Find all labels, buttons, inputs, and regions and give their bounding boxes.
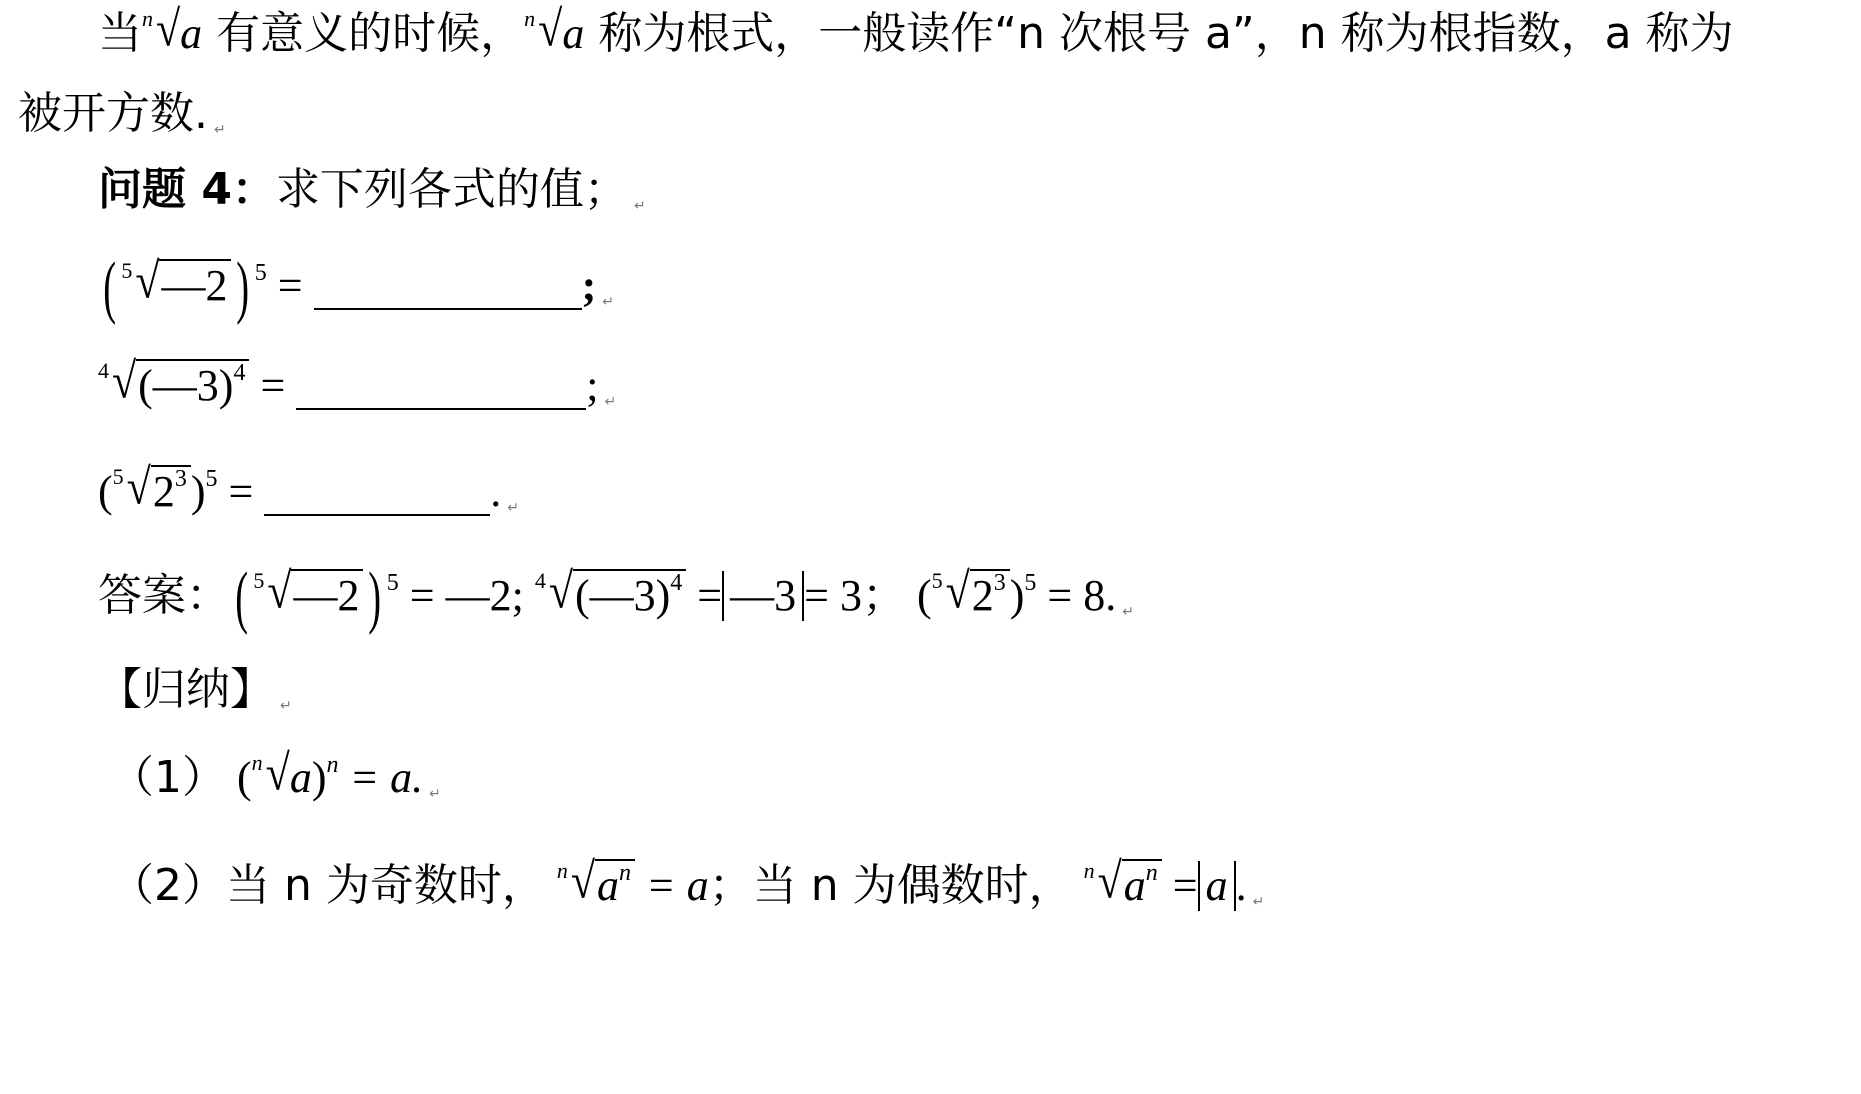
question-text: 求下列各式的值； xyxy=(275,164,628,215)
exercise-3: ( 5 $√2^3)^5$ = . ↵ xyxy=(98,462,519,538)
radicand: (—3) xyxy=(574,571,671,620)
item-1-rhs: = a. xyxy=(349,753,424,802)
root-index: 5 xyxy=(253,568,265,593)
equals-sign: = xyxy=(1172,861,1198,910)
paragraph-mark-icon: ↵ xyxy=(1252,894,1265,910)
summary-heading-text: 【归纳】 xyxy=(98,664,274,715)
equals-sign: = xyxy=(697,571,723,620)
summary-item-1: （1） ( n √a)$^n$ = a. ↵ xyxy=(110,748,441,824)
summary-heading xyxy=(98,660,292,736)
answer-2-result: = 3； xyxy=(804,571,906,620)
exercise-2 xyxy=(98,352,617,432)
fifth-root: 5 $√2^3$ xyxy=(113,462,191,522)
root-index: 4 xyxy=(534,568,546,593)
radicand: 2 xyxy=(971,571,994,620)
answer-3-result: = 8. xyxy=(1047,571,1117,620)
radicand: —2 xyxy=(291,569,363,621)
root-index: 5 xyxy=(121,258,133,283)
fourth-root: 4 √(—3)$^4$ xyxy=(535,566,686,626)
radicand-exponent: n xyxy=(1145,860,1158,886)
paragraph-mark-icon: ↵ xyxy=(214,122,226,138)
root-index: n xyxy=(142,6,153,31)
definition-line-2 xyxy=(18,84,226,160)
radicand: a xyxy=(289,753,312,802)
root-index: 5 xyxy=(931,568,943,593)
paragraph-mark-icon: ↵ xyxy=(1122,604,1134,620)
item-number: （2） xyxy=(110,860,226,911)
radicand: (—3) xyxy=(138,361,234,410)
radicand-exponent: 4 xyxy=(670,570,683,596)
nth-root-a-power-n: n $√a^n$ xyxy=(557,856,635,916)
radicand-exponent: 3 xyxy=(993,570,1006,596)
question-label: 问题 4： xyxy=(98,164,276,215)
paragraph-mark-icon: ↵ xyxy=(429,786,441,802)
radicand-exponent: 4 xyxy=(233,360,246,386)
radicand-exponent: n xyxy=(619,860,632,886)
odd-case-rhs: = a xyxy=(646,861,709,910)
terminator: ; xyxy=(581,261,597,310)
radicand: a xyxy=(597,861,620,910)
even-case-text: ；当 n 为偶数时， xyxy=(708,860,1073,911)
radicand: a xyxy=(180,9,203,58)
absolute-value: a xyxy=(1198,861,1236,911)
answer-label: 答案： xyxy=(98,570,230,621)
answer-line: 答案：( 5 √—2 ) $^5$ = —2; 4 √(—3)$^4$ = —3 = 3； ( 5 $√2^3)^5 = 8$. ↵ xyxy=(98,559,1134,636)
radicand: —2 xyxy=(159,259,231,311)
question-4 xyxy=(98,160,646,236)
equals-sign: = xyxy=(277,261,303,310)
nth-root-a-2: n √a xyxy=(524,0,585,58)
radicand: a xyxy=(562,9,585,58)
root-index: n xyxy=(556,858,568,883)
terminator: . xyxy=(490,467,502,516)
odd-case-text: 当 n 为奇数时， xyxy=(226,860,546,911)
exponent: 5 xyxy=(1024,570,1037,596)
paragraph-mark-icon: ↵ xyxy=(633,198,646,214)
paragraph-mark-icon: ↵ xyxy=(602,294,614,310)
exponent: 5 xyxy=(254,260,267,286)
root-index: n xyxy=(1083,858,1095,883)
fifth-root: 5 √—2 xyxy=(121,256,231,316)
exponent: 5 xyxy=(386,570,399,596)
answer-1-result: = —2; xyxy=(409,571,524,620)
root-index: 4 xyxy=(98,358,109,383)
definition-line-1 xyxy=(98,0,1734,64)
exponent: n xyxy=(326,752,339,778)
definition-text-called: 称为根式，一般读作“n 次根号 a”，n 称为根指数，a 称为 xyxy=(598,8,1734,59)
equals-sign: = xyxy=(260,361,286,410)
summary-item-2 xyxy=(110,852,1265,932)
fifth-root: 5 √—2 xyxy=(253,566,363,626)
answer-blank-3[interactable] xyxy=(264,464,490,516)
item-number: （1） xyxy=(110,752,226,803)
terminator: . xyxy=(1235,861,1247,910)
paragraph-mark-icon: ↵ xyxy=(604,394,617,410)
nth-root-a-power-n: n $√a^n$ xyxy=(1084,856,1162,916)
exponent: 5 xyxy=(205,466,218,492)
terminator: ; xyxy=(586,361,599,410)
nth-root-a: n √a xyxy=(251,744,312,802)
fifth-root: 5 $√2^3$ xyxy=(932,566,1010,626)
definition-text-meaningful: 有意义的时候， xyxy=(216,8,525,59)
answer-blank-2[interactable] xyxy=(296,358,586,410)
paragraph-mark-icon: ↵ xyxy=(280,698,292,714)
fourth-root: 4 √(—3)$^4$ xyxy=(98,356,249,416)
equals-sign: = xyxy=(228,467,254,516)
root-index: n xyxy=(251,750,263,775)
radicand: a xyxy=(1123,861,1146,910)
radicand: 2 xyxy=(152,467,175,516)
root-index: 5 xyxy=(112,464,124,489)
root-index: n xyxy=(524,6,536,31)
radicand-exponent: 3 xyxy=(174,466,187,492)
paragraph-mark-icon: ↵ xyxy=(507,500,520,516)
definition-text-when: 当 xyxy=(98,8,142,59)
exercise-1: ( 5 √—2 ) $^5$ = ; ↵ xyxy=(103,249,614,326)
answer-blank-1[interactable] xyxy=(314,258,582,310)
definition-text-radicand: 被开方数. xyxy=(18,88,208,139)
nth-root-a-1: n √a xyxy=(142,0,203,58)
absolute-value: —3 xyxy=(722,571,804,621)
